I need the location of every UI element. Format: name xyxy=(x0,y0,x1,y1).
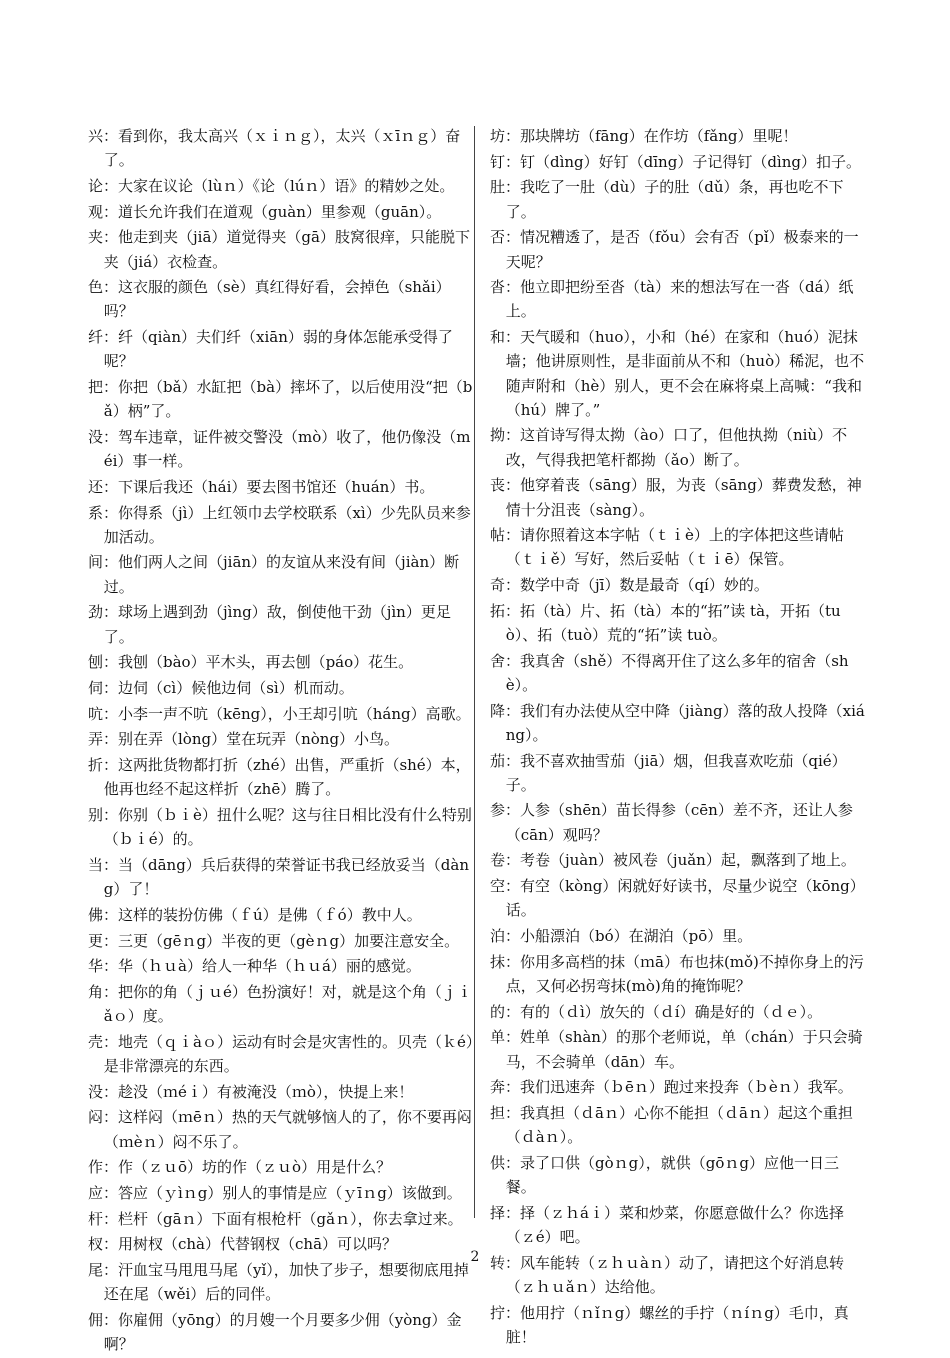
polyphone-entry: 杆：栏杆（gāｎ）下面有根枪杆（gǎｎ），你去拿过来。 xyxy=(88,1209,463,1228)
polyphone-entry: 把：你把（bǎ）水缸把（bà）摔坏了，以后使用没“把（bǎ）柄”了。 xyxy=(88,378,473,421)
polyphone-entry: 卷：考卷（juàn）被风卷（juǎn）起，飘落到了地上。 xyxy=(490,851,856,870)
polyphone-entry: 更：三更（gēｎg）半夜的更（gèｎg）加要注意安全。 xyxy=(88,931,460,950)
column-divider xyxy=(474,126,475,1218)
polyphone-entry: 闷：这样闷（ｍēｎ）热的天气就够恼人的了，你不要再闷（ｍèｎ）闷不乐了。 xyxy=(88,1108,472,1151)
polyphone-entry: 拓：拓（tà）片、拓（tà）本的“拓”读 tà，开拓（tuò）、拓（tuò）荒的“拓”读 tuò。 xyxy=(490,601,841,645)
polyphone-entry: 当：当（dāng）兵后获得的荣誉证书我已经放妥当（dàng）了！ xyxy=(88,855,470,899)
polyphone-entry: 尾：汗血宝马甩甩马尾（yǐ），加快了步子，想要彻底甩掉还在尾（wěi）后的同伴。 xyxy=(88,1261,469,1304)
polyphone-entry: 论：大家在议论（lùｎ）《论（lúｎ）语》的精妙之处。 xyxy=(88,176,455,195)
polyphone-entry: 佣：你雇佣（yōng）的月嫂一个月要多少佣（yòng）金啊？ xyxy=(88,1311,462,1354)
polyphone-entry: 参：人参（shēn）苗长得参（cēn）差不齐，还让人参（cān）观吗？ xyxy=(490,801,853,844)
right-column xyxy=(490,124,868,1350)
polyphone-entry: 劲：球场上遇到劲（jìng）敌，倒使他干劲（jìn）更足了。 xyxy=(88,603,451,646)
polyphone-entry: 没：趁没（ｍéｉ）有被淹没（ｍò），快提上来！ xyxy=(88,1082,414,1101)
polyphone-entry: 空：有空（kòng）闲就好好读书，尽量少说空（kōng）话。 xyxy=(490,877,865,920)
polyphone-entry: 奇：数学中奇（jī）数是最奇（qí）妙的。 xyxy=(490,576,769,595)
left-column xyxy=(88,124,474,1358)
polyphone-entry: 还：下课后我还（hái）要去图书馆还（huán）书。 xyxy=(88,477,435,496)
polyphone-entry: 没：驾车违章，证件被交警没（mò）收了，他仍像没（méi）事一样。 xyxy=(88,427,471,471)
polyphone-entry: 舍：我真舍（shě）不得离开住了这么多年的宿舍（shè）。 xyxy=(490,651,849,694)
polyphone-entry: 华：华（ｈｕà）给人一种华（ｈｕá）丽的感觉。 xyxy=(88,957,421,976)
polyphone-entry: 应：答应（ｙìｎg）别人的事情是应（ｙīｎg）该做到。 xyxy=(88,1184,462,1203)
polyphone-entry: 坊：那块牌坊（fāng）在作坊（fǎng）里呢！ xyxy=(490,127,798,145)
polyphone-entry: 丧：他穿着丧（sāng）服，为丧（sāng）葬费发愁，神情十分沮丧（sàng）。 xyxy=(490,476,862,519)
polyphone-entry: 折：这两批货物都打折（zhé）出售，严重折（shé）本，他再也经不起这样折（zhē）腾了。 xyxy=(88,756,471,799)
polyphone-entry: 佛：这样的装扮仿佛（ｆú）是佛（ｆó）教中人。 xyxy=(88,905,422,924)
polyphone-entry: 供：录了口供（gòｎg），就供（gōｎg）应他一日三餐。 xyxy=(490,1153,839,1197)
polyphone-entry: 肚：我吃了一肚（dù）子的肚（dǔ）条，再也吃不下了。 xyxy=(490,178,844,221)
polyphone-entry: 抹：你用多高档的抹（ｍā）布也抹(mǒ)不掉你身上的污点，又何必拐弯抹(mò)角的掩饰呢？ xyxy=(490,952,864,995)
polyphone-entry: 沓：他立即把纷至沓（tà）来的想法写在一沓（dá）纸上。 xyxy=(490,278,854,321)
polyphone-entry: 泊：小船漂泊（bó）在湖泊（pō）里。 xyxy=(490,927,753,945)
polyphone-entry: 吭：小李一声不吭（kēng），小王却引吭（háng）高歌。 xyxy=(88,704,471,723)
polyphone-entry: 角：把你的角（ｊｕé）色扮演好！对，就是这个角（ｊｉǎｏ）度。 xyxy=(88,982,472,1026)
polyphone-entry: 系：你得系（jì）上红领巾去学校联系（xì）少先队员来参加活动。 xyxy=(88,503,471,546)
polyphone-entry: 伺：边伺（cì）候他边伺（sì）机而动。 xyxy=(88,678,354,697)
polyphone-entry: 观：道长允许我们在道观（guàn）里参观（guān）。 xyxy=(88,202,442,221)
polyphone-entry: 夹：他走到夹（jiā）道觉得夹（gā）肢窝很痒，只能脱下夹（jiá）衣检查。 xyxy=(88,228,470,271)
polyphone-entry: 弄：别在弄（lòng）堂在玩弄（nòng）小鸟。 xyxy=(88,730,400,749)
polyphone-entry: 否：情况糟透了，是否（fǒu）会有否（pǐ）极泰来的一天呢？ xyxy=(490,228,859,271)
polyphone-entry: 钉：钉（dìng）好钉（dīng）子记得钉（dìng）扣子。 xyxy=(490,152,861,171)
polyphone-entry: 担：我真担（ｄāｎ）心你不能担（ｄāｎ）起这个重担（ｄàｎ）。 xyxy=(490,1103,853,1147)
polyphone-entry: 的：有的（ｄì）放矢的（ｄí）确是好的（ｄｅ）。 xyxy=(490,1002,823,1021)
page-number: 2 xyxy=(470,1249,480,1265)
polyphone-entry: 和：天气暖和（huo），小和（hé）在家和（huó）泥抹墙；他讲原则性，是非面前从不和（huò）稀泥，也不随声附和（hè）别人，更不会在麻将桌上高喊：“我和（hú）牌了。” xyxy=(490,328,865,419)
polyphone-entry: 壳：地壳（ｑｉàｏ）运动有时会是灾害性的。贝壳（ｋé）是非常漂亮的东西。 xyxy=(88,1032,474,1076)
polyphone-entry: 间：他们两人之间（jiān）的友谊从来没有间（jiàn）断过。 xyxy=(88,553,460,596)
polyphone-entry: 拗：这首诗写得太拗（ào）口了，但他执拗（niù）不改，气得我把笔杆都拗（ǎo）断了。 xyxy=(490,426,848,469)
polyphone-entry: 降：我们有办法使从空中降（jiàng）落的敌人投降（xiáng）。 xyxy=(490,701,865,744)
polyphone-entry: 色：这衣服的颜色（sè）真红得好看，会掉色（shǎi）吗？ xyxy=(88,278,451,321)
polyphone-entry: 刨：我刨（bào）平木头，再去刨（páo）花生。 xyxy=(88,653,414,672)
polyphone-entry: 茄：我不喜欢抽雪茄（jiā）烟，但我喜欢吃茄（qié）子。 xyxy=(490,751,847,794)
polyphone-entry: 兴：看到你，我太高兴（ｘｉｎｇ），太兴（ｘīｎｇ）奋了。 xyxy=(88,127,461,170)
polyphone-entry: 作：作（ｚｕō）坊的作（ｚｕò）用是什么？ xyxy=(88,1158,392,1177)
polyphone-entry: 杈：用树杈（chà）代替钢杈（chā）可以吗？ xyxy=(88,1235,398,1254)
polyphone-entry: 择：择（ｚｈáｉ）菜和炒菜，你愿意做什么？你选择（ｚé）吧。 xyxy=(490,1203,844,1246)
polyphone-entry: 奔：我们迅速奔（ｂēｎ）跑过来投奔（ｂèｎ）我军。 xyxy=(490,1078,853,1097)
polyphone-entry: 帖：请你照着这本字帖（ｔｉè）上的字体把这些请帖（ｔｉě）写好，然后妥帖（ｔｉē）保管。 xyxy=(490,526,844,569)
polyphone-entry: 纤：纤（qiàn）夫们纤（xiān）弱的身体怎能承受得了呢？ xyxy=(88,328,453,371)
polyphone-entry: 别：你别（ｂｉè）扭什么呢？这与往日相比没有什么特别（ｂｉé）的。 xyxy=(88,805,472,849)
polyphone-entry: 拧：他用拧（ｎǐｎg）螺丝的手拧（ｎíｎg）毛巾，真脏！ xyxy=(490,1303,849,1346)
polyphone-entry: 转：风车能转（ｚｈｕàｎ）动了，请把这个好消息转（ｚｈｕǎｎ）达给他。 xyxy=(490,1253,844,1296)
polyphone-entry: 单：姓单（shàn）的那个老师说，单（chán）于只会骑马，不会骑单（dān）车。 xyxy=(490,1028,863,1071)
